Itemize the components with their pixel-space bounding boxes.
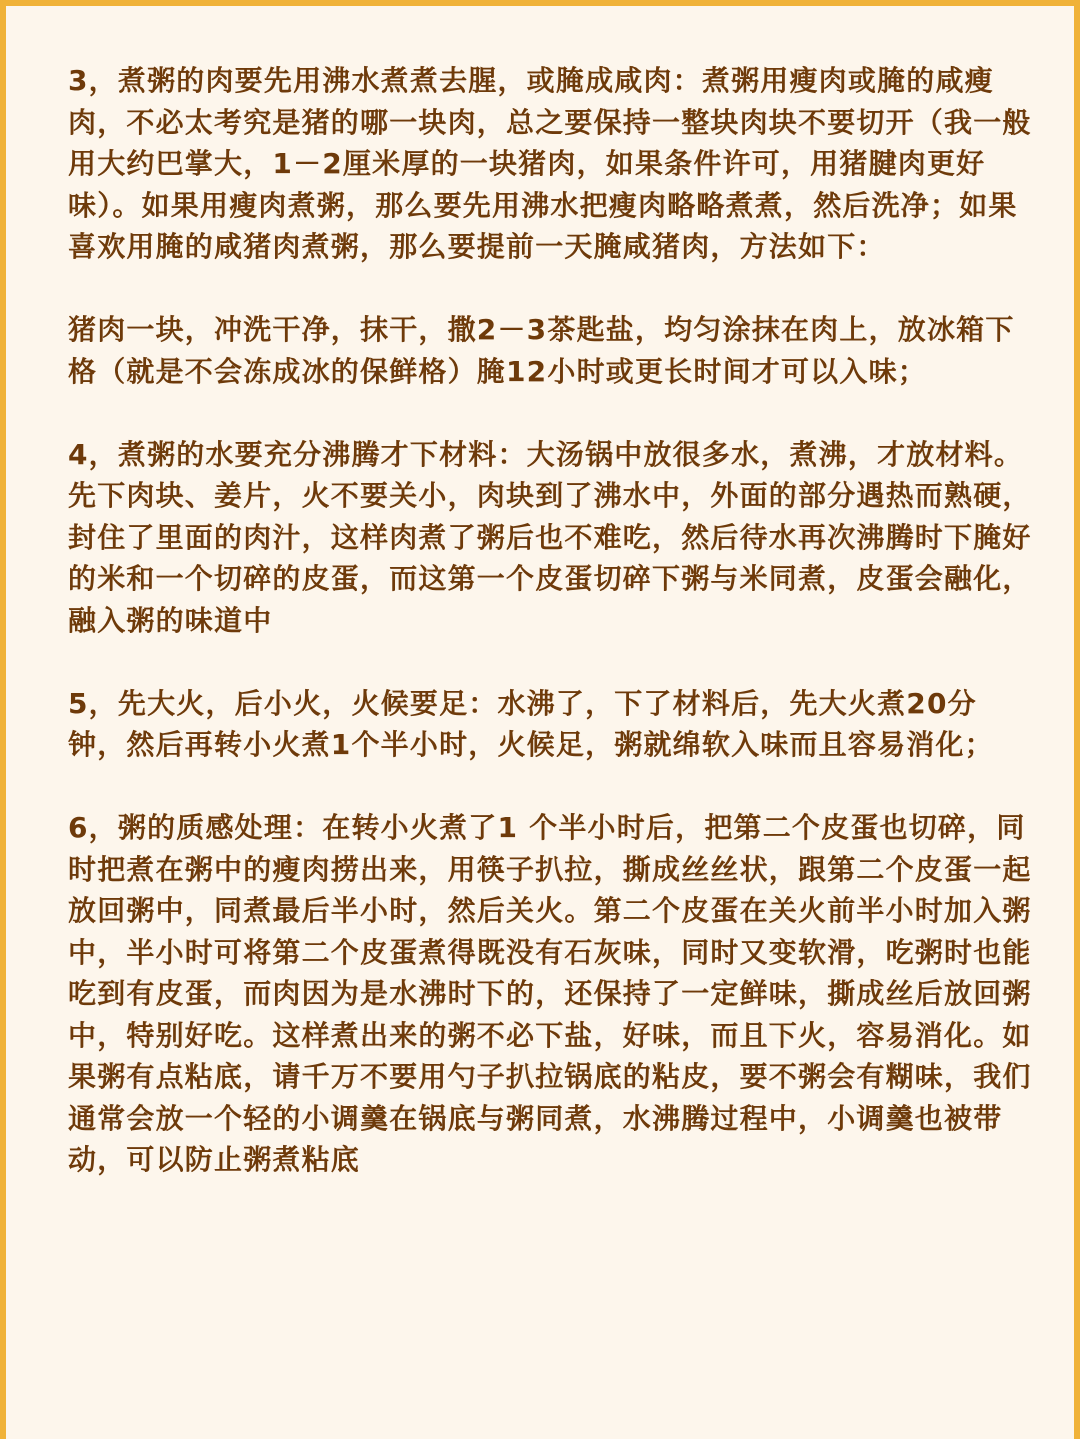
paragraph-step-6: 6，粥的质感处理：在转小火煮了1 个半小时后，把第二个皮蛋也切碎，同时把煮在粥中的瘦肉捞出来，用筷子扒拉，撕成丝丝状，跟第二个皮蛋一起放回粥中，同煮最后半小时，然后关火。第二个皮蛋在关火前半小时加入粥中，半小时可将第二个皮蛋煮得既没有石灰味，同时又变软滑，吃粥时也能吃到有皮蛋，而肉因为是水沸时下的，还保持了一定鲜味，撕成丝后放回粥中，特别好吃。这样煮出来的粥不必下盐，好味，而且下火，容易消化。如果粥有点粘底，请千万不要用勺子扒拉锅底的粘皮，要不粥会有糊味，我们通常会放一个轻的小调羹在锅底与粥同煮，水沸腾过程中，小调羹也被带动，可以防止粥煮粘底 [68,811,1032,1176]
article-body [68,60,1034,1222]
paragraph-salting-method: 猪肉一块，冲洗干净，抹干，撒2－3茶匙盐，均匀涂抹在肉上，放冰箱下格（就是不会冻成冰的保鲜格）腌12小时或更长时间才可以入味； [68,313,1015,388]
paragraph-step-4: 4，煮粥的水要充分沸腾才下材料：大汤锅中放很多水，煮沸，才放材料。先下肉块、姜片，火不要关小，肉块到了沸水中，外面的部分遇热而熟硬，封住了里面的肉汁，这样肉煮了粥后也不难吃，然后待水再次沸腾时下腌好的米和一个切碎的皮蛋，而这第一个皮蛋切碎下粥与米同煮，皮蛋会融化，融入粥的味道中 [68,437,1032,637]
paragraph-step-5: 5，先大火，后小火，火候要足：水沸了，下了材料后，先大火煮20分钟，然后再转小火煮1个半小时，火候足，粥就绵软入味而且容易消化； [68,686,994,761]
paragraph-step-3: 3，煮粥的肉要先用沸水煮煮去腥，或腌成咸肉：煮粥用瘦肉或腌的咸瘦肉，不必太考究是猪的哪一块肉，总之要保持一整块肉块不要切开（我一般用大约巴掌大，1－2厘米厚的一块猪肉，如果条件许可，用猪腱肉更好味）。如果用瘦肉煮粥，那么要先用沸水把瘦肉略略煮煮，然后洗净；如果喜欢用腌的咸猪肉煮粥，那么要提前一天腌咸猪肉，方法如下： [68,64,1032,263]
